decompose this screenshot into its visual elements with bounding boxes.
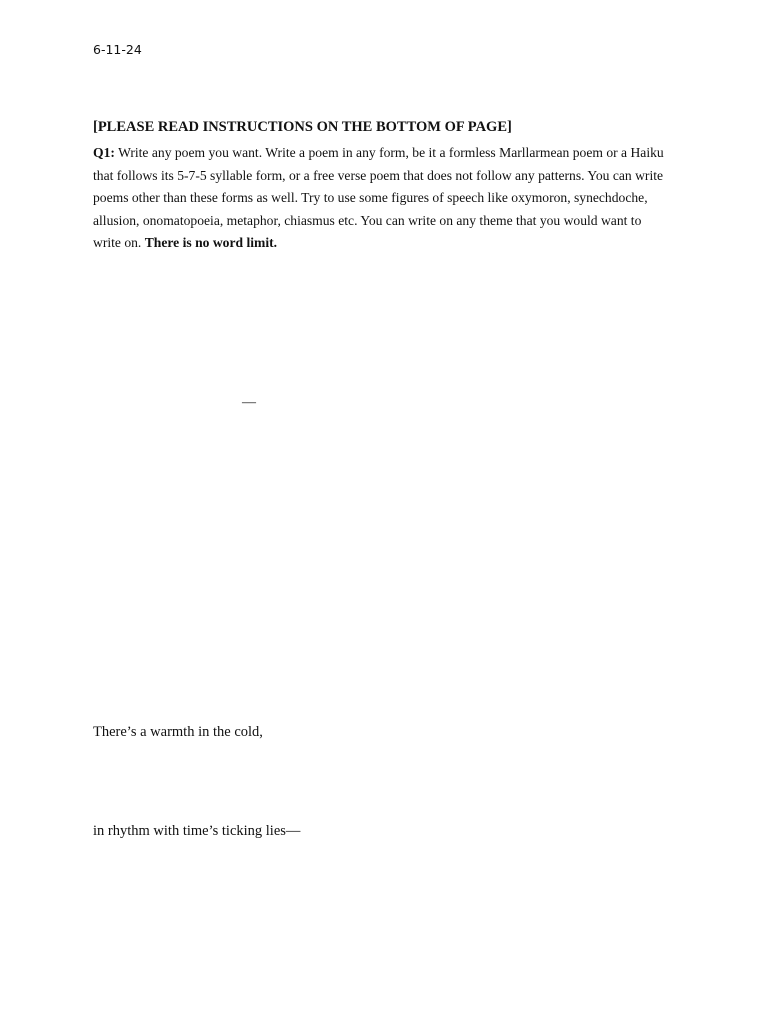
question-text-line-2: that follows its 5-7-5 syllable form, or a free verse poem that does not follow any patterns. You can write	[93, 167, 664, 183]
question-text-line-1: Write any poem you want. Write a poem in any form, be it a formless Marllarmean poem or a Haiku	[118, 145, 664, 160]
stray-dash: —	[242, 395, 256, 410]
instruction-heading: [PLEASE READ INSTRUCTIONS ON THE BOTTOM OF PAGE]	[93, 119, 512, 135]
question-label: Q1:	[93, 145, 115, 160]
question-line-5	[93, 232, 677, 255]
date-text: 6-11-24	[93, 42, 142, 57]
poem-line-1: There’s a warmth in the cold,	[93, 724, 263, 740]
word-limit-note: There is no word limit.	[144, 235, 278, 250]
question-text-line-3: poems other than these forms as well. Try to use some figures of speech like oxymoron, synechdoche,	[93, 190, 648, 205]
question-text-line-5: write on.	[93, 235, 142, 250]
question-paragraph	[93, 142, 677, 255]
question-line-1	[93, 142, 677, 165]
question-text-line-4: allusion, onomatopoeia, metaphor, chiasmus etc. You can write on any theme that you would want to	[93, 212, 642, 228]
poem-line-2: in rhythm with time’s ticking lies—	[93, 823, 301, 839]
